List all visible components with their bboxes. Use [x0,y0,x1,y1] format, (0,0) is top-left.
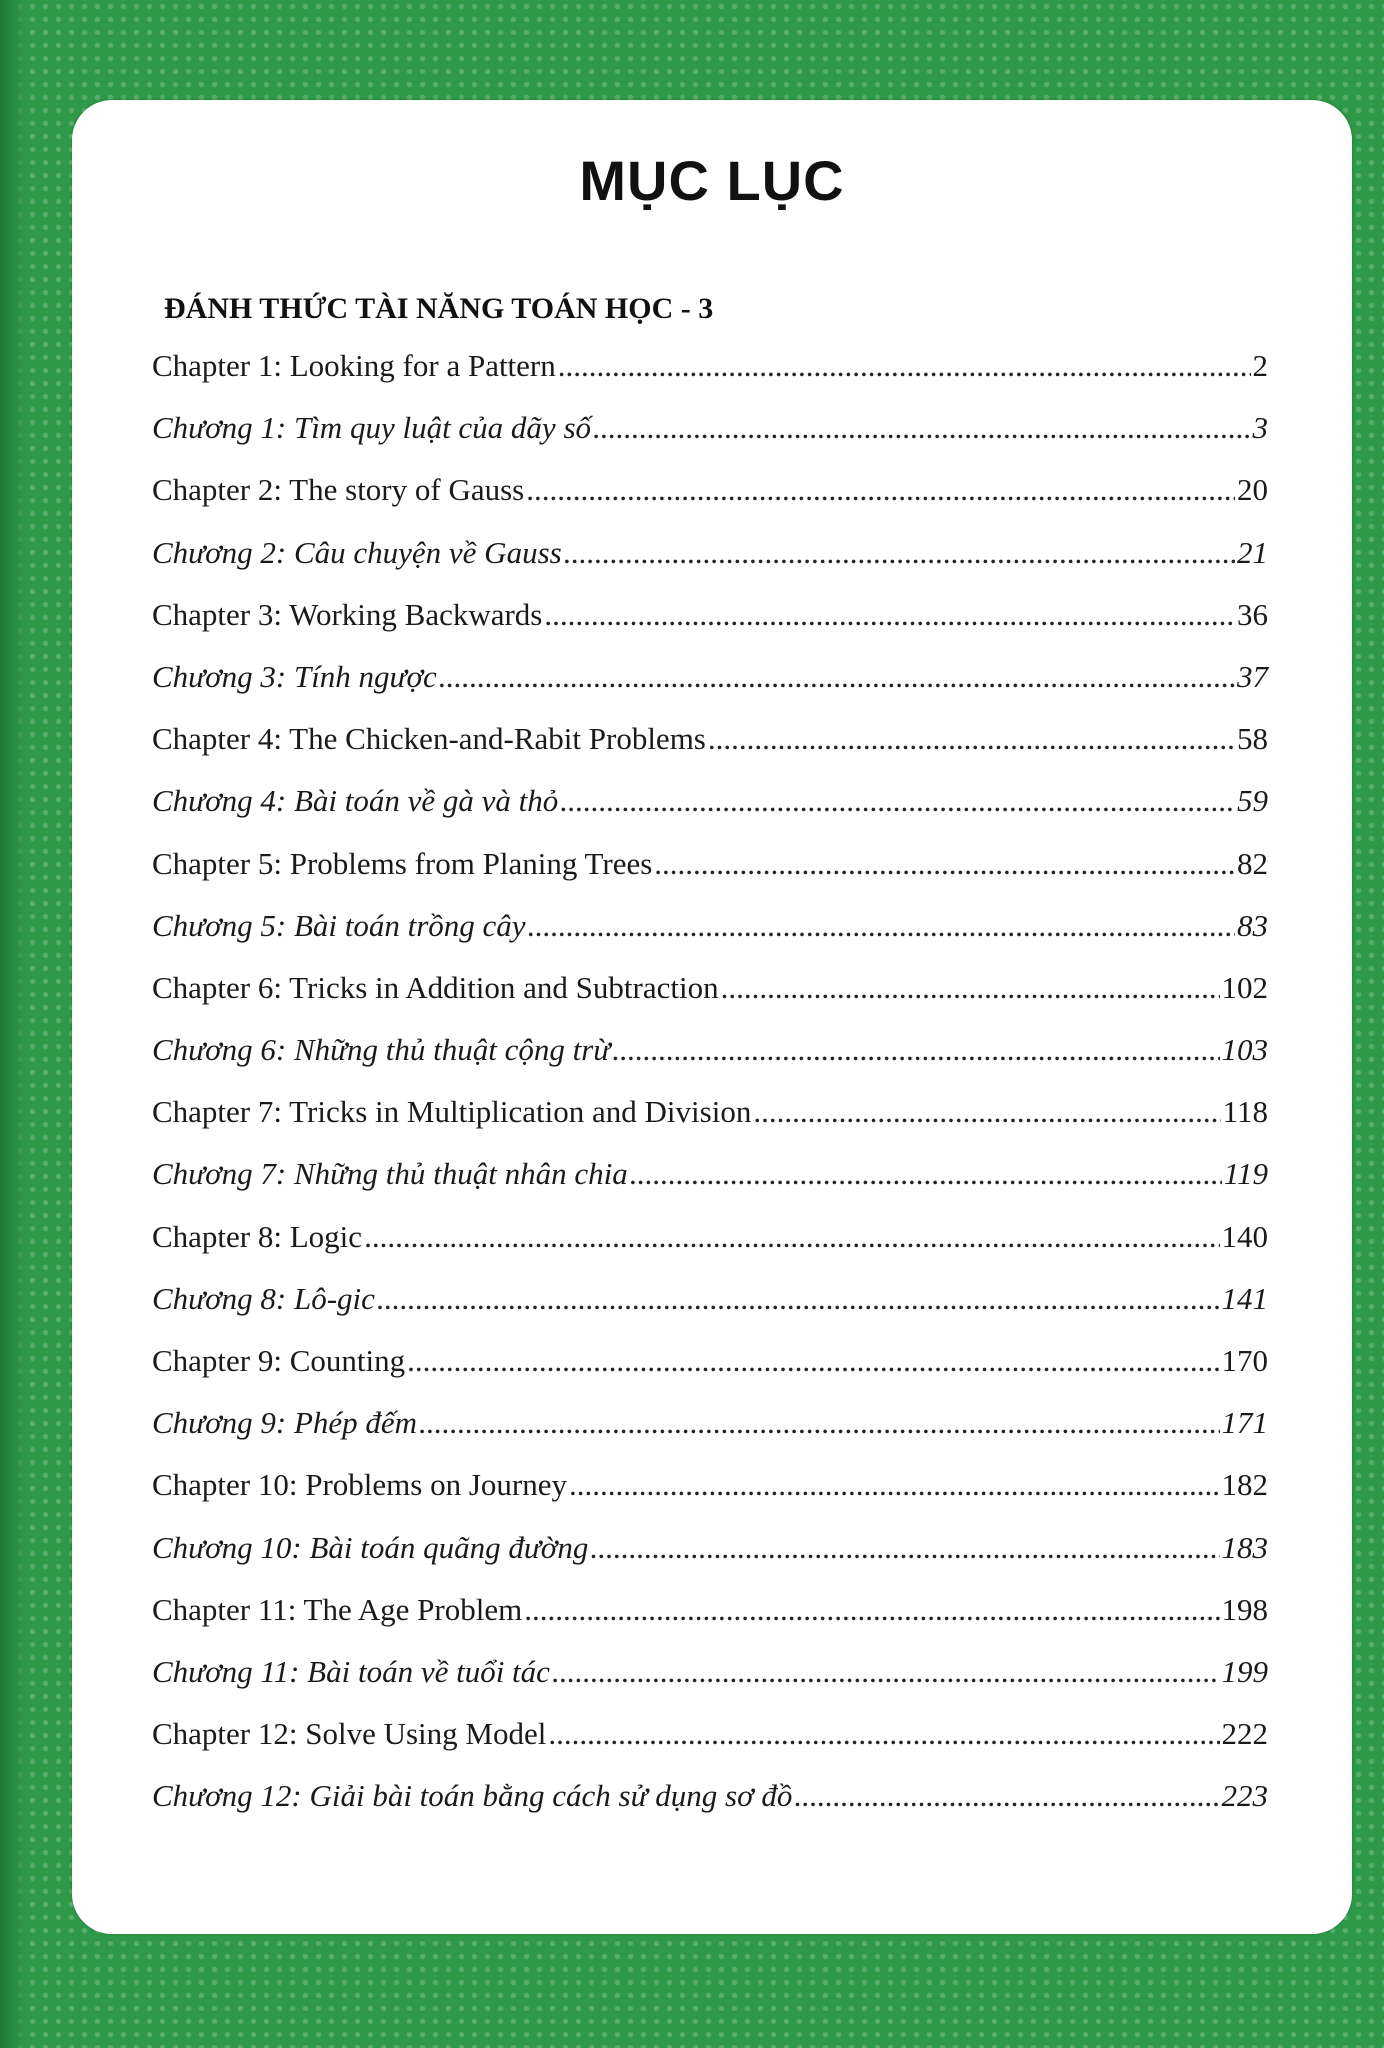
dot-leader [593,410,1250,446]
dot-leader [544,597,1235,633]
toc-entry-page-number: 20 [1237,472,1268,508]
toc-entry-page-number: 118 [1222,1094,1268,1130]
toc-entry-label: Chương 10: Bài toán quãng đường [152,1529,589,1565]
toc-entry-label: Chương 1: Tìm quy luật của dãy số [152,410,592,446]
toc-entry-english [152,721,1268,783]
toc-entry-label: Chương 3: Tính ngược [152,658,437,694]
toc-entry-label: Chương 11: Bài toán về tuổi tác [152,1653,550,1689]
toc-entry-page-number: 59 [1237,783,1268,819]
toc-entry-english [152,1467,1268,1529]
toc-entry-vietnamese [152,1281,1268,1343]
dot-leader [528,908,1235,944]
book-spine [0,0,26,2048]
toc-entry-label: Chapter 11: The Age Problem [152,1591,523,1627]
dot-leader [654,846,1235,882]
toc-entry-vietnamese [152,783,1268,845]
toc-entry-english [152,970,1268,1032]
toc-entry-vietnamese [152,1530,1268,1592]
dot-leader [564,535,1235,571]
toc-entry-page-number: 222 [1221,1716,1268,1752]
dot-leader [364,1219,1219,1255]
toc-list [152,348,1268,1841]
toc-entry-vietnamese [152,1405,1268,1467]
toc-entry-english [152,1219,1268,1281]
dot-leader [590,1530,1219,1566]
toc-entry-label: Chương 9: Phép đếm [152,1405,418,1441]
toc-entry-vietnamese [152,1156,1268,1218]
toc-entry-label: Chapter 10: Problems on Journey [152,1467,568,1503]
toc-entry-english [152,1343,1268,1405]
toc-entry-vietnamese [152,410,1268,472]
toc-entry-english [152,597,1268,659]
toc-entry-label: Chapter 7: Tricks in Multiplication and Division [152,1094,752,1130]
toc-entry-english [152,846,1268,908]
toc-entry-vietnamese [152,1778,1268,1840]
toc-entry-page-number: 21 [1237,534,1268,570]
dot-leader [558,348,1251,384]
dot-leader [377,1281,1220,1317]
dot-leader [560,783,1235,819]
toc-page [72,100,1352,1934]
section-heading: ĐÁNH THỨC TÀI NĂNG TOÁN HỌC - 3 [164,292,714,325]
toc-entry-label: Chương 2: Câu chuyện về Gauss [152,534,562,570]
toc-entry-vietnamese [152,1654,1268,1716]
dot-leader [794,1778,1219,1814]
toc-entry-english [152,472,1268,534]
toc-entry-label: Chapter 12: Solve Using Model [152,1716,547,1752]
toc-entry-vietnamese [152,659,1268,721]
toc-entry-page-number: 183 [1221,1529,1268,1565]
toc-entry-vietnamese [152,908,1268,970]
toc-entry-page-number: 140 [1221,1218,1268,1254]
toc-entry-page-number: 58 [1237,721,1268,757]
toc-entry-page-number: 170 [1221,1343,1268,1378]
page-title: MỤC LỤC [579,149,845,212]
toc-entry-page-number: 223 [1221,1778,1268,1814]
toc-entry-page-number: 198 [1221,1591,1268,1627]
toc-entry-vietnamese [152,1032,1268,1094]
toc-entry-label: Chương 7: Những thủ thuật nhân chia [152,1156,628,1192]
toc-entry-english [152,1094,1268,1156]
dot-leader [708,721,1235,757]
dot-leader [630,1156,1222,1192]
toc-entry-page-number: 182 [1221,1467,1268,1503]
toc-entry-label: Chapter 9: Counting [152,1343,406,1378]
toc-entry-label: Chapter 4: The Chicken-and-Rabit Problems [152,721,706,757]
toc-entry-page-number: 82 [1237,845,1268,881]
toc-entry-label: Chapter 8: Logic [152,1218,363,1254]
dot-leader [753,1094,1220,1130]
dot-leader [439,659,1235,695]
toc-entry-page-number: 37 [1237,658,1268,694]
toc-entry-page-number: 199 [1221,1653,1268,1689]
toc-entry-english [152,1716,1268,1778]
toc-entry-label: Chương 4: Bài toán về gà và thỏ [152,783,559,819]
dot-leader [612,1032,1219,1068]
dot-leader [526,472,1235,508]
toc-entry-label: Chapter 3: Working Backwards [152,596,543,632]
toc-entry-label: Chapter 5: Problems from Planing Trees [152,845,653,881]
toc-entry-label: Chương 6: Những thủ thuật cộng trừ [152,1032,611,1068]
toc-entry-english [152,348,1268,410]
dot-leader [407,1343,1219,1379]
dot-leader [419,1405,1219,1441]
toc-entry-vietnamese [152,535,1268,597]
dot-leader [524,1592,1219,1628]
toc-entry-page-number: 171 [1221,1405,1268,1441]
toc-entry-label: Chapter 2: The story of Gauss [152,472,525,508]
toc-entry-page-number: 36 [1237,596,1268,632]
dot-leader [569,1467,1219,1503]
toc-entry-english [152,1592,1268,1654]
toc-entry-label: Chương 12: Giải bài toán bằng cách sử dụng sơ đồ [152,1778,793,1814]
dot-leader [552,1654,1220,1690]
toc-entry-page-number: 83 [1237,907,1268,943]
toc-entry-page-number: 3 [1252,410,1268,446]
toc-entry-label: Chapter 1: Looking for a Pattern [152,348,556,383]
dot-leader [548,1716,1219,1752]
toc-entry-page-number: 2 [1252,348,1268,383]
toc-entry-page-number: 141 [1221,1280,1268,1316]
toc-entry-page-number: 119 [1223,1156,1268,1192]
toc-entry-label: Chương 8: Lô-gic [152,1280,375,1316]
toc-entry-label: Chapter 6: Tricks in Addition and Subtraction [152,969,719,1005]
toc-entry-label: Chương 5: Bài toán trồng cây [152,907,526,943]
toc-entry-page-number: 103 [1221,1032,1268,1068]
toc-entry-page-number: 102 [1221,969,1268,1005]
dot-leader [721,970,1220,1006]
